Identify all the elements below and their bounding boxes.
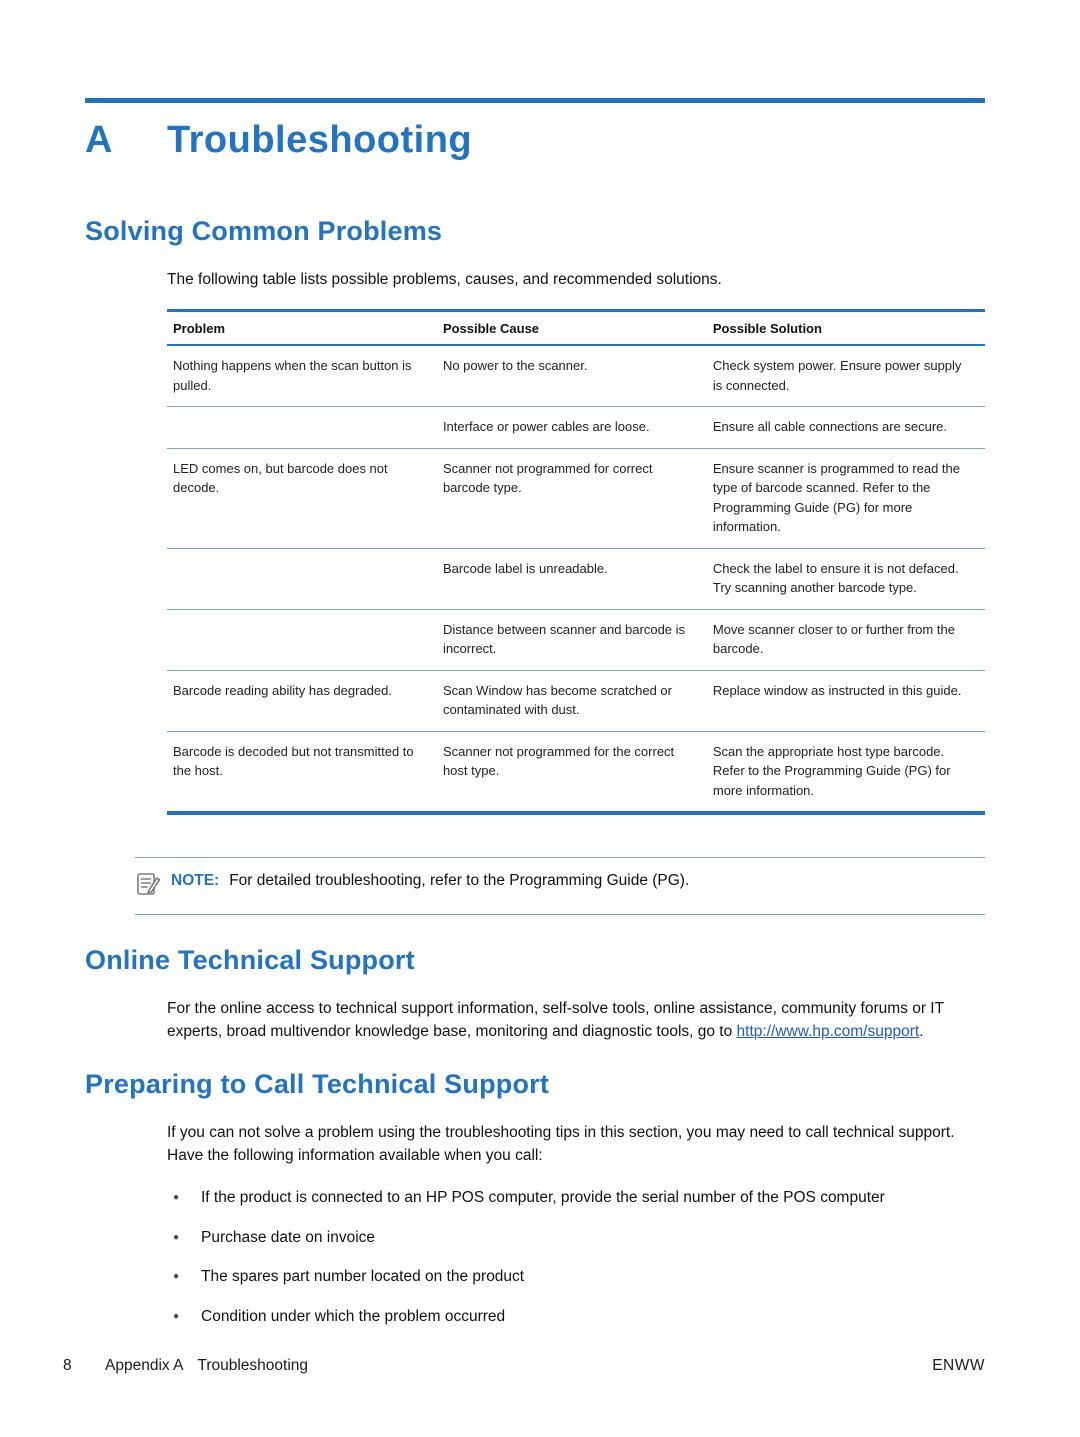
hp-support-link[interactable]: http://www.hp.com/support — [736, 1022, 920, 1040]
online-support-paragraph — [167, 998, 985, 1043]
section-heading-preparing-to-call: Preparing to Call Technical Support — [85, 1069, 550, 1100]
list-item — [167, 1227, 985, 1249]
bullet-text: If the product is connected to an HP POS computer, provide the serial number of the POS computer — [201, 1189, 885, 1207]
table-row — [167, 609, 985, 670]
cell-cause: Interface or power cables are loose. — [437, 407, 707, 449]
table-row — [167, 448, 985, 548]
section-heading-solving-common-problems: Solving Common Problems — [85, 216, 443, 246]
table-row — [167, 670, 985, 731]
cell-solution: Ensure all cable connections are secure. — [707, 407, 985, 449]
cell-solution: Check system power. Ensure power supply is connected. — [712, 358, 962, 393]
cell-problem: LED comes on, but barcode does not decode. — [167, 448, 437, 548]
solving-section-body — [167, 269, 985, 815]
page-content — [85, 98, 985, 1345]
preparing-intro-paragraph: If you can not solve a problem using the troubleshooting tips in this section, you may need to call technical support. Have the following information available when you call: — [167, 1124, 955, 1164]
table-row — [167, 548, 985, 609]
cell-problem: Barcode is decoded but not transmitted to the host. — [167, 731, 437, 813]
online-section-body — [167, 998, 985, 1043]
note-callout — [135, 857, 985, 915]
cell-cause: Scanner not programmed for correct barcode type. — [437, 448, 707, 548]
bullet-text: Condition under which the problem occurred — [201, 1307, 506, 1325]
cell-cause: Scan Window has become scratched or contaminated with dust. — [437, 670, 707, 731]
cell-problem — [167, 407, 437, 449]
column-header-solution: Possible Solution — [707, 311, 985, 346]
page-number: 8 — [63, 1357, 72, 1374]
cell-cause: Distance between scanner and barcode is incorrect. — [437, 609, 707, 670]
cell-solution: Move scanner closer to or further from the barcode. — [707, 609, 985, 670]
preparing-section-body — [167, 1122, 985, 1328]
bullet-icon: ● — [173, 1310, 180, 1322]
table-row — [167, 407, 985, 449]
note-message: For detailed troubleshooting, refer to the Programming Guide (PG). — [229, 872, 690, 890]
footer-region-label: ENWW — [932, 1357, 985, 1374]
bullet-icon: ● — [173, 1271, 180, 1283]
online-text-after-link: . — [919, 1022, 924, 1040]
page-footer — [63, 1357, 985, 1375]
note-text — [171, 870, 689, 892]
cell-solution: Ensure scanner is programmed to read the type of barcode scanned. Refer to the Programming Guide (PG) for more information. — [707, 448, 985, 548]
footer-chapter-label: Troubleshooting — [197, 1357, 309, 1374]
cell-solution: Check the label to ensure it is not defaced. Try scanning another barcode type. — [707, 548, 985, 609]
list-item — [167, 1187, 985, 1209]
note-label: NOTE: — [171, 872, 220, 890]
solving-intro-paragraph: The following table lists possible problems, causes, and recommended solutions. — [167, 271, 722, 288]
cell-solution: Replace window as instructed in this guide. — [707, 670, 985, 731]
column-header-cause: Possible Cause — [437, 311, 707, 346]
cell-cause: No power to the scanner. — [442, 358, 588, 374]
bullet-icon: ● — [173, 1231, 180, 1243]
section-heading-online-technical-support: Online Technical Support — [85, 945, 415, 976]
footer-appendix-label: Appendix A — [105, 1357, 184, 1374]
cell-problem: Nothing happens when the scan button is pulled. — [173, 358, 412, 393]
list-item — [167, 1306, 985, 1328]
cell-solution: Scan the appropriate host type barcode. Refer to the Programming Guide (PG) for more information. — [707, 731, 985, 813]
chapter-letter: A — [85, 119, 113, 161]
bullet-text: The spares part number located on the product — [201, 1268, 525, 1286]
note-icon — [135, 870, 161, 902]
column-header-problem: Problem — [167, 311, 437, 346]
list-item — [167, 1266, 985, 1288]
chapter-title — [85, 103, 985, 162]
table-row — [167, 731, 985, 813]
cell-problem: Barcode reading ability has degraded. — [167, 670, 437, 731]
table-header-row — [167, 311, 985, 346]
chapter-title-text: Troubleshooting — [167, 119, 473, 161]
call-checklist — [167, 1187, 985, 1328]
bullet-text: Purchase date on invoice — [201, 1228, 376, 1246]
online-text-before-link: For the online access to technical support information, self-solve tools, online assistance, community forums or IT experts, broad multivendor knowledge base, monitoring and diagnostic tools, go to — [167, 1000, 944, 1040]
cell-problem — [167, 548, 437, 609]
bullet-icon: ● — [173, 1192, 180, 1204]
cell-problem — [167, 609, 437, 670]
cell-cause: Barcode label is unreadable. — [437, 548, 707, 609]
cell-cause: Scanner not programmed for the correct host type. — [437, 731, 707, 813]
troubleshooting-table — [167, 309, 985, 815]
table-row — [167, 345, 985, 407]
